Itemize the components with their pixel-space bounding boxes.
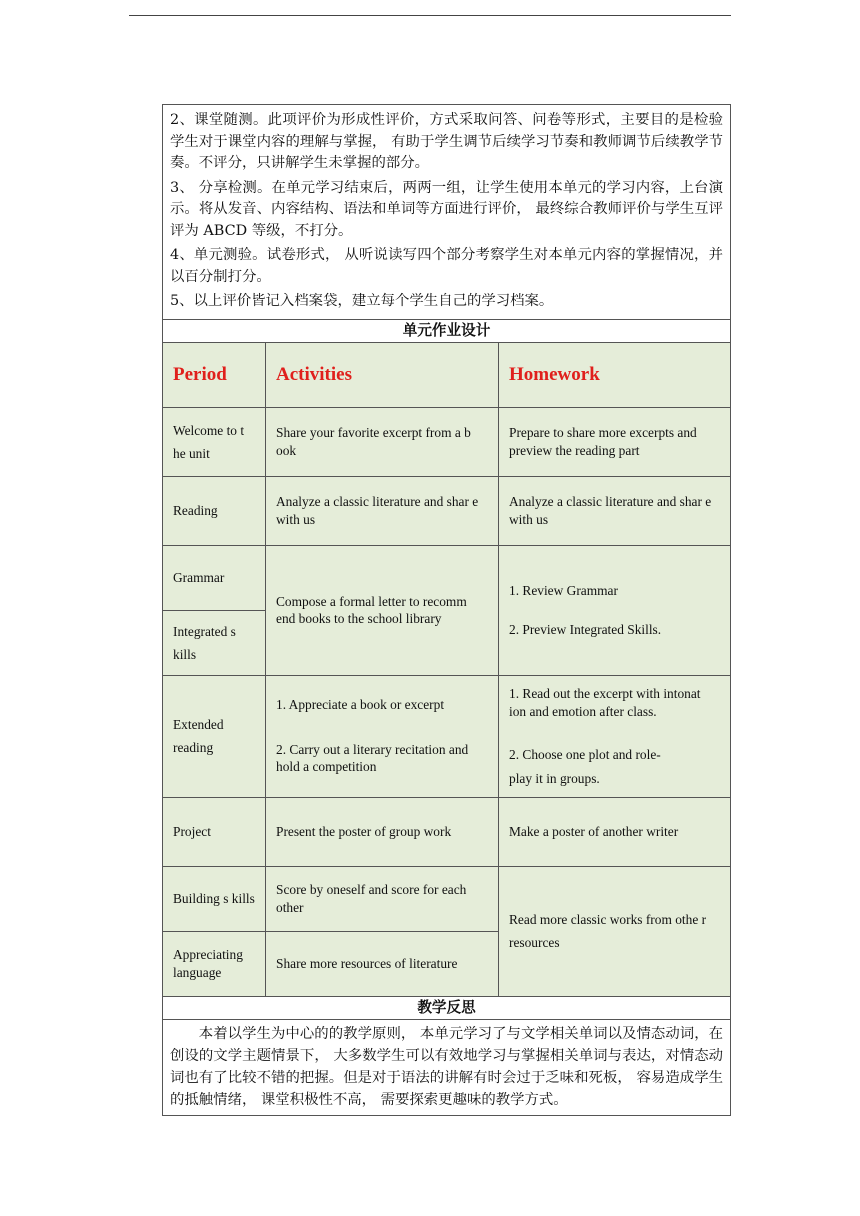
- homework-header-row: [163, 342, 731, 407]
- row-welcome: [163, 407, 731, 476]
- row-reading: [163, 476, 731, 545]
- assessment-cell: [163, 105, 731, 320]
- homework-welcome: Prepare to share more excerpts and preview the reading part: [499, 407, 731, 476]
- period-reading: Reading: [163, 476, 266, 545]
- homework-section-title-row: [163, 319, 731, 342]
- row-project: [163, 797, 731, 866]
- assessment-item-4: 4、单元测验。试卷形式， 从听说读写四个部分考察学生对本单元内容的掌握情况，并以百分制打分。: [170, 247, 724, 285]
- period-welcome: Welcome to t he unit: [163, 407, 266, 476]
- homework-extended-2b: play it in groups.: [509, 770, 600, 786]
- document-table: [162, 104, 730, 1116]
- activity-extended-1: 1. Appreciate a book or excerpt: [276, 697, 445, 713]
- header-activities: Activities: [266, 342, 499, 407]
- header-rule: [129, 15, 731, 16]
- homework-extended-1: 1. Read out the excerpt with intonat ion and emotion after class.: [509, 686, 701, 719]
- homework-grammar-1: 1. Review Grammar: [509, 582, 618, 598]
- homework-reading: Analyze a classic literature and shar e with us: [499, 476, 731, 545]
- header-period: Period: [163, 342, 266, 407]
- reflection-title-row: [163, 996, 731, 1019]
- homework-project: Make a poster of another writer: [499, 797, 731, 866]
- reflection-cell: [163, 1019, 731, 1115]
- assessment-item-5: 5、以上评价皆记入档案袋，建立每个学生自己的学习档案。: [170, 293, 554, 309]
- period-integrated: Integrated s kills: [163, 610, 266, 675]
- activity-extended-2: 2. Carry out a literary recitation and hold a competition: [276, 741, 469, 775]
- reflection-row: [163, 1019, 731, 1115]
- homework-building: Read more classic works from othe r resources: [499, 866, 731, 996]
- assessment-item-2: 2、课堂随测。此项评价为形成性评价，方式采取问答、问卷等形式，主要目的是检验学生对于课堂内容的理解与掌握， 有助于学生调节后续学习节奏和教师调节后续教学节奏。不评分，只讲解学生未掌握的部分。: [170, 112, 724, 171]
- period-building: Building s kills: [163, 866, 266, 931]
- homework-extended-2a: 2. Choose one plot and role-: [509, 747, 661, 762]
- activity-project: Present the poster of group work: [266, 797, 499, 866]
- reflection-title: 教学反思: [163, 996, 731, 1019]
- assessment-row: [163, 105, 731, 320]
- activity-reading: Analyze a classic literature and shar e with us: [266, 476, 499, 545]
- row-building: [163, 866, 731, 931]
- header-homework: Homework: [499, 342, 731, 407]
- homework-extended: [499, 675, 731, 797]
- period-extended: Extended reading: [163, 675, 266, 797]
- reflection-text: 本着以学生为中心的的教学原则， 本单元学习了与文学相关单词以及情态动词，在创设的文学主题情景下， 大多数学生可以有效地学习与掌握相关单词与表达，对情态动词也有了比较不错的把握。但是对于语法的讲解有时会过于乏味和死板， 容易造成学生的抵触情绪， 课堂积极性不高， 需要探索更趣味的教学方式。: [170, 1025, 724, 1108]
- activity-welcome: Share your favorite excerpt from a b ook: [266, 407, 499, 476]
- assessment-item-3: 3、 分享检测。在单元学习结束后，两两一组，让学生使用本单元的学习内容，上台演示。将从发音、内容结构、语法和单词等方面进行评价， 最终综合教师评价与学生互评评为 ABCD 等级，不打分。: [170, 179, 724, 239]
- activity-grammar: Compose a formal letter to recomm end books to the school library: [266, 545, 499, 675]
- row-grammar: [163, 545, 731, 610]
- period-grammar: Grammar: [163, 545, 266, 610]
- row-extended: [163, 675, 731, 797]
- homework-section-title: 单元作业设计: [163, 319, 731, 342]
- activity-extended: [266, 675, 499, 797]
- period-project: Project: [163, 797, 266, 866]
- activity-building: Score by oneself and score for each other: [266, 866, 499, 931]
- homework-grammar-2: 2. Preview Integrated Skills.: [509, 622, 662, 637]
- period-appreciating: Appreciating language: [163, 931, 266, 996]
- homework-grammar: [499, 545, 731, 675]
- activity-appreciating: Share more resources of literature: [266, 931, 499, 996]
